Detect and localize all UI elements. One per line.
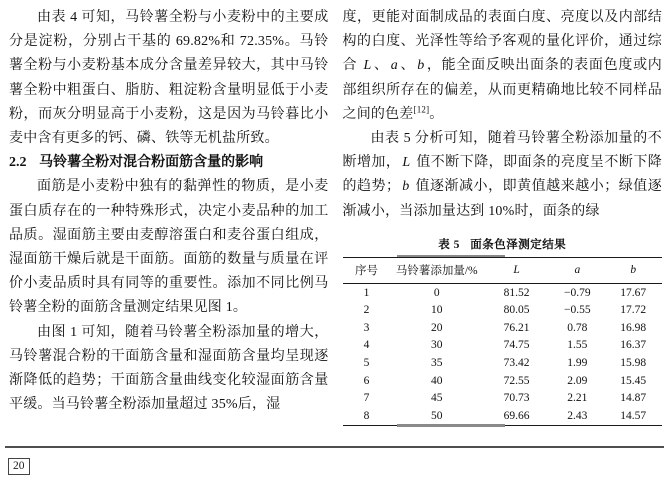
- table-cell: 1.99: [567, 357, 588, 369]
- table5-title-text: 面条色泽测定结果: [470, 238, 567, 251]
- table-row: [343, 389, 663, 407]
- text-run: 值不断下降，即面条的亮度呈不断下降的趋势；: [342, 155, 662, 195]
- text-run: 值逐渐减小，即黄值越来越小；绿值逐渐减小，当添加量达到 10%时，面条的绿: [342, 179, 662, 219]
- table-cell: 81.52: [503, 286, 530, 299]
- col-header-index: 序号: [343, 257, 391, 283]
- table-cell: 0: [433, 286, 440, 299]
- table-row: [343, 283, 663, 301]
- table-rule-accent-top: [397, 255, 506, 257]
- table-cell: 14.57: [620, 409, 647, 422]
- table-cell: 14.87: [620, 392, 647, 405]
- text-run: ，能全面反映出面条的表面色度或内部组织所存在的偏差，从而更精确地比较不同样品之间的色差: [342, 58, 663, 122]
- table-row: [343, 337, 663, 355]
- table5-header: [343, 257, 663, 283]
- variable: L: [402, 155, 411, 171]
- table-cell: 74.75: [503, 339, 530, 352]
- table-cell: 10: [430, 304, 443, 317]
- variable: L: [363, 58, 372, 74]
- citation-ref: [12]: [413, 104, 430, 115]
- section-heading-2-2: [9, 151, 329, 175]
- table-cell: 16.37: [620, 339, 647, 352]
- table-cell: 5: [363, 357, 370, 369]
- table-cell: 3: [363, 321, 370, 334]
- paragraph-table4-discussion: 由表 4 可知，马铃薯全粉与小麦粉中的主要成分是淀粉，分别占干基的 69.82%和 72.35%。马铃薯全粉与小麦粉基本成分含量差异较大，其中马铃薯全粉中粗蛋白、脂肪、粗淀粉含量明显低于小麦粉，而灰分明显高于小麦粉，这是因为马铃暮比小麦中含有更多的钙、磷、铁等无机盐所致。: [9, 10, 329, 147]
- variable: b: [402, 179, 410, 195]
- paragraph-figure1-discussion: 由图 1 可知，随着马铃薯全粉添加量的增大，马铃薯混合粉的干面筋含量和湿面筋含量均呈现逐渐降低的趋势；干面筋含量曲线变化较湿面筋含量平缓。当马铃薯全粉添加量超过 35%后，湿: [9, 324, 329, 413]
- table-cell: 50: [430, 409, 443, 422]
- left-column: [9, 6, 329, 426]
- col-header-b: b: [604, 257, 662, 283]
- table-cell: 17.72: [620, 304, 647, 317]
- text-run: 由表 5 分析可知，随着马铃薯全粉添加量的不断增加，: [342, 131, 662, 171]
- section-title: 马铃薯全粉对混合粉面筋含量的影响: [39, 155, 264, 171]
- table5: [343, 257, 663, 426]
- table-cell: 45: [430, 392, 443, 405]
- paragraph-gluten-intro: 面筋是小麦粉中独有的黏弹性的物质，是小麦蛋白质存在的一种特殊形式，决定小麦品种的加工品质。湿面筋主要由麦醇溶蛋白和麦谷蛋白组成，湿面筋干燥后就是干面筋。面筋的数量与质量在评价小麦品质时具有同等的重要性。添加不同比例马铃薯全粉的面筋含量测定结果见图 1。: [9, 179, 329, 316]
- col-header-a: a: [550, 257, 604, 283]
- table-row: [343, 354, 663, 372]
- table-row: [343, 407, 663, 425]
- text-run: 、: [399, 58, 416, 74]
- table-cell: 2.21: [567, 392, 588, 405]
- table-cell: 76.21: [503, 321, 530, 334]
- table-cell: 73.42: [503, 357, 530, 369]
- paragraph-color-continuation: [343, 6, 663, 127]
- table-cell: −0.55: [564, 304, 591, 317]
- text-run: 度，更能对面制成品的表面白度、亮度以及内部结构的白度、光泽性等给予客观的量化评价，通过综合: [342, 10, 662, 74]
- col-header-L: L: [483, 257, 550, 283]
- right-column: [343, 6, 663, 426]
- table-cell: 6: [363, 374, 370, 387]
- table-cell: 4: [363, 339, 370, 352]
- table-cell: 2.43: [567, 409, 588, 422]
- table5-wrap: [343, 257, 663, 426]
- table-rule-accent-bottom: [397, 424, 506, 427]
- table-cell: 7: [363, 392, 370, 405]
- table-cell: 30: [430, 339, 443, 352]
- table-cell: 17.67: [620, 286, 647, 299]
- col-header-potato-amount: 马铃薯添加量/%: [390, 257, 483, 283]
- table5-label: 表 5: [438, 238, 460, 251]
- table-cell: 69.66: [503, 409, 530, 422]
- table-cell: 2: [363, 304, 370, 317]
- table-cell: 80.05: [503, 304, 530, 317]
- table5-caption: [343, 236, 663, 252]
- page-number: 20: [8, 458, 30, 475]
- table5-block: [343, 236, 663, 426]
- table-cell: 40: [430, 374, 443, 387]
- table5-body: [343, 283, 663, 425]
- two-column-layout: [9, 6, 662, 426]
- text-run: 。: [429, 106, 444, 122]
- footer-rule: [5, 446, 664, 448]
- paragraph-table5-discussion: [343, 127, 663, 224]
- table-cell: 2.09: [567, 374, 588, 387]
- table-row: [343, 301, 663, 319]
- table-cell: 72.55: [503, 374, 530, 387]
- table-cell: 1.55: [567, 339, 588, 352]
- table-cell: 1: [363, 286, 370, 299]
- table-cell: 70.73: [503, 392, 530, 405]
- text-run: 、: [373, 58, 389, 74]
- variable: a: [390, 58, 398, 74]
- table-cell: 15.98: [620, 357, 647, 369]
- table-row: [343, 372, 663, 390]
- table-cell: 0.78: [567, 321, 588, 334]
- table-cell: 16.98: [620, 321, 647, 334]
- section-number: 2.2: [9, 155, 27, 171]
- table-cell: 15.45: [620, 374, 647, 387]
- table-header-row: [343, 257, 663, 283]
- table-cell: −0.79: [564, 286, 591, 299]
- table-cell: 8: [363, 409, 370, 422]
- table-cell: 35: [430, 357, 443, 369]
- table-cell: 20: [430, 321, 443, 334]
- variable: b: [417, 58, 425, 74]
- table-row: [343, 319, 663, 337]
